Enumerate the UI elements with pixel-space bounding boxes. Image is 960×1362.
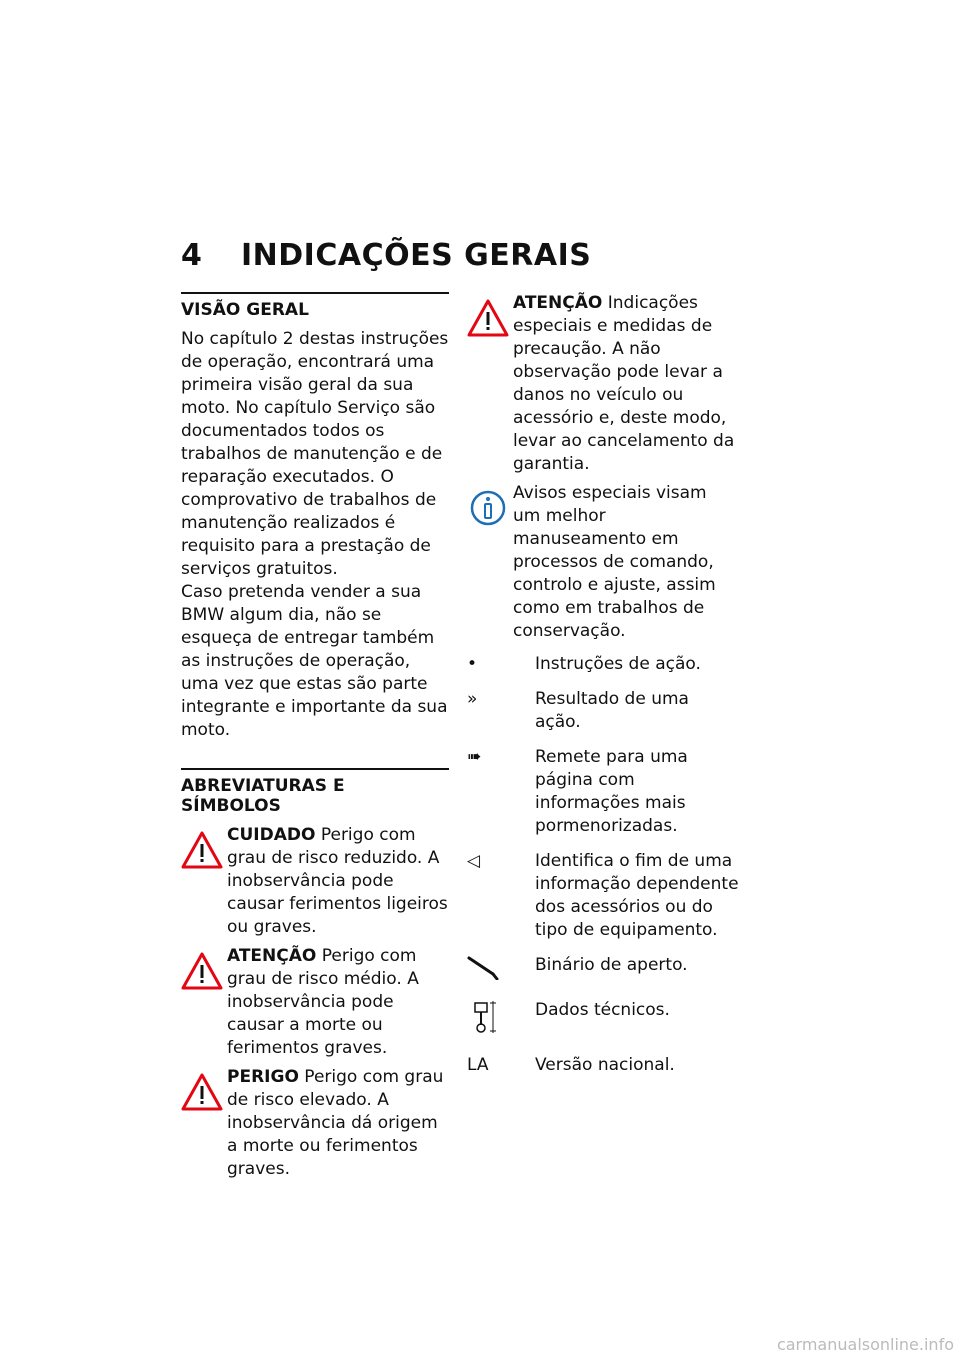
legend-row: ◁ Identifica o fim de uma informação dependente dos acessórios ou do tipo de equipamento. <box>467 851 739 940</box>
torque-wrench-icon <box>467 954 501 980</box>
overview-paragraph-1: No capítulo 2 destas instruções de operação, encontrará uma primeira visão geral da sua moto. No capítulo Serviço são documentados todos os trabalhos de manutenção e de reparação executados. O comprovativo de trabalhos de manutenção realizados é requisito para a prestação de serviços gratuitos. <box>181 329 449 579</box>
notice-label: ATENÇÃO <box>513 293 603 313</box>
attention-text: Perigo com grau de risco médio. A inobservância pode causar a morte ou ferimentos graves. <box>227 946 419 1058</box>
danger-label: PERIGO <box>227 1067 299 1087</box>
danger-text: Perigo com grau de risco elevado. A inobservância dá origem a morte ou ferimentos graves. <box>227 1067 444 1179</box>
legend-row: » Resultado de uma ação. <box>467 689 689 732</box>
overview-paragraph-2: Caso pretenda vender a sua BMW algum dia, não se esqueça de entregar também as instruções de operação, uma vez que estas são parte integrante e importante da sua moto. <box>181 582 448 740</box>
legend-row: Binário de aperto. <box>467 954 739 987</box>
info-text: Avisos especiais visam um melhor manuseamento em processos de comando, controlo e ajuste, assim como em trabalhos de conservação. <box>513 483 716 641</box>
symbol-legend <box>467 653 739 1077</box>
end-marker-icon: ◁ <box>467 851 481 871</box>
result-icon: » <box>467 689 478 709</box>
warning-triangle-icon <box>181 830 223 870</box>
attention-block <box>181 945 449 1060</box>
section-rule <box>181 292 449 294</box>
info-icon <box>467 488 509 528</box>
warning-triangle-icon <box>181 1072 223 1112</box>
notice-block <box>467 292 739 476</box>
legend-row: Dados técnicos. <box>467 999 739 1042</box>
section-rule <box>181 768 449 770</box>
attention-label: ATENÇÃO <box>227 946 317 966</box>
overview-title: VISÃO GERAL <box>181 300 309 320</box>
technical-data-icon <box>467 999 501 1035</box>
bullet-icon: • <box>467 654 478 674</box>
legend-row: • Instruções de ação. <box>467 654 701 674</box>
info-block <box>467 482 739 643</box>
chapter-title: INDICAÇÕES GERAIS <box>241 238 592 273</box>
legend-row: ➠ Remete para uma página com informações mais pormenorizadas. <box>467 747 688 836</box>
chapter-heading <box>181 238 591 273</box>
legend-row: LA Versão nacional. <box>467 1055 675 1075</box>
chapter-number: 4 <box>181 238 203 273</box>
caution-text: Perigo com grau de risco reduzido. A inobservância pode causar ferimentos ligeiros ou graves. <box>227 825 448 937</box>
warning-triangle-icon <box>181 951 223 991</box>
abbrev-title: ABREVIATURAS E SÍMBOLOS <box>181 776 345 816</box>
left-column <box>181 292 449 1181</box>
notice-text: Indicações especiais e medidas de precaução. A não observação pode levar a danos no veículo ou acessório e, deste modo, levar ao cancelamento da garantia. <box>513 293 735 474</box>
watermark: carmanualsonline.info <box>776 1335 954 1354</box>
page-reference-icon: ➠ <box>467 747 482 767</box>
caution-block <box>181 824 449 939</box>
caution-label: CUIDADO <box>227 825 316 845</box>
country-version-label: LA <box>467 1055 489 1075</box>
danger-block <box>181 1066 449 1181</box>
warning-triangle-icon <box>467 298 509 338</box>
right-column <box>467 292 739 1089</box>
